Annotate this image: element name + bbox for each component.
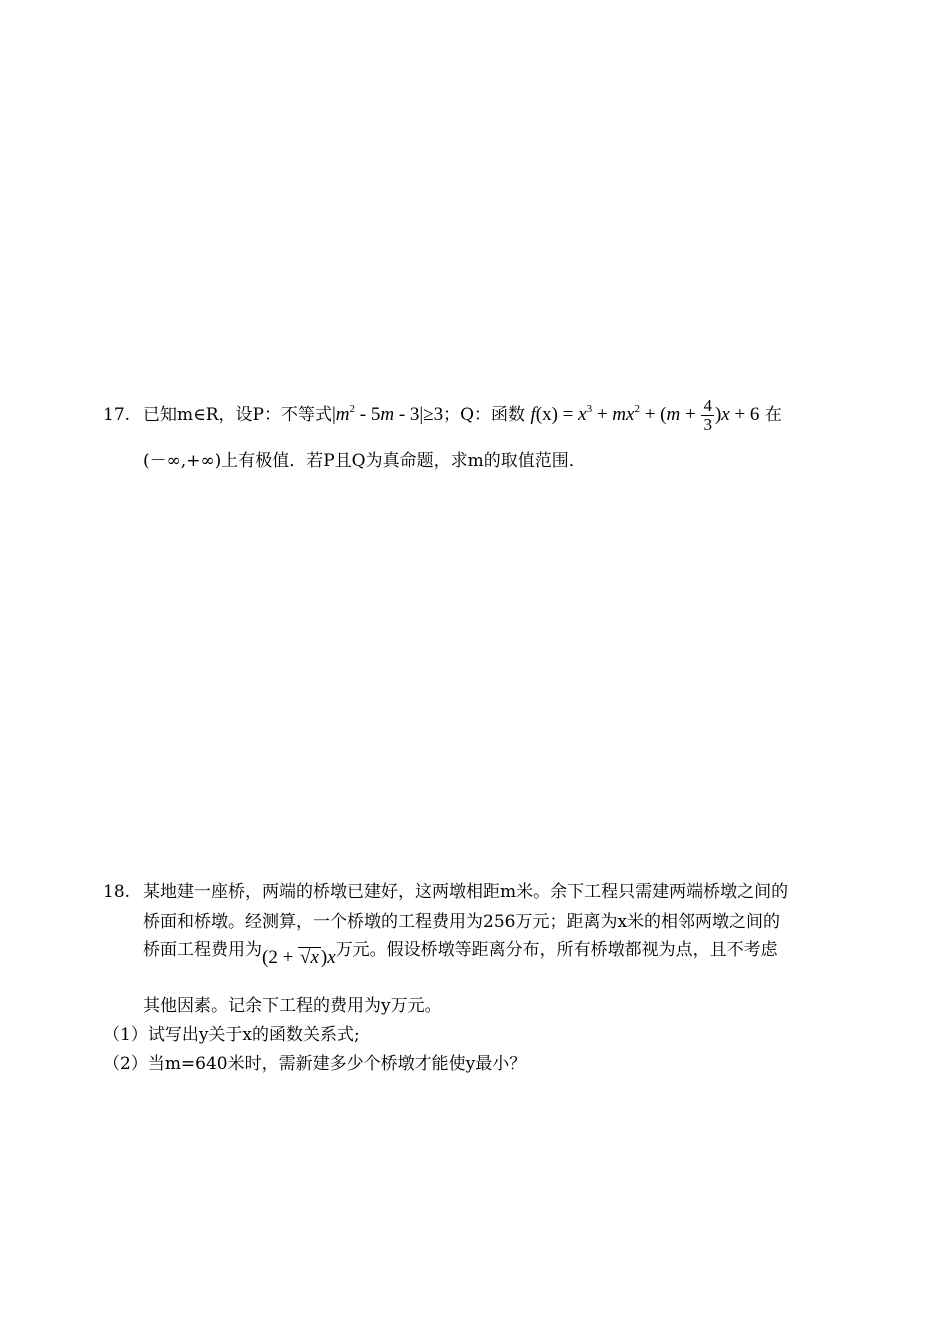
q17-number: 17.: [103, 405, 131, 425]
q17-text-c: 在: [764, 405, 782, 425]
q17-text-b: ；Q：函数: [443, 405, 526, 425]
q18-line-1-text: 某地建一座桥，两端的桥墩已建好，这两墩相距m米。余下工程只需建两端桥墩之间的: [143, 882, 789, 902]
q17-inequality: $|m^2 - 5m - 3|\ge 3$: [331, 403, 444, 425]
q17-function: $f(x) = x^3 + mx^2 + (m$ + $\frac{4}{3}$ )x + 6: [530, 396, 760, 435]
q17-line-1: [103, 397, 782, 434]
q18-expression: (2 + √x )x: [262, 947, 336, 968]
q18-sub-2: （2）当m=640米时，需新建多少个桥墩才能使y最小？: [103, 1054, 527, 1074]
q18-line-3-b: 万元。假设桥墩等距离分布，所有桥墩都视为点，且不考虑: [335, 940, 778, 960]
q17-text-a: 已知m∈R，设P：不等式: [143, 405, 332, 425]
q18-line-2: 桥面和桥墩。经测算，一个桥墩的工程费用为256万元；距离为x米的相邻两墩之间的: [143, 912, 781, 932]
q18-line-1: [103, 880, 788, 904]
q18-sub-1: （1）试写出y关于x的函数关系式;: [103, 1025, 360, 1045]
q17-line-2: (－∞,+∞)上有极值．若P且Q为真命题，求m的取值范围．: [143, 451, 586, 471]
q18-line-4: 其他因素。记余下工程的费用为y万元。: [143, 996, 442, 1016]
sqrt-symbol: √x: [300, 947, 319, 968]
q18-line-3-a: 桥面工程费用为: [143, 940, 262, 960]
q17-fraction: $\frac{4}{3}$: [703, 396, 712, 435]
q18-number: 18.: [103, 882, 131, 902]
q18-line-3: [143, 938, 778, 968]
